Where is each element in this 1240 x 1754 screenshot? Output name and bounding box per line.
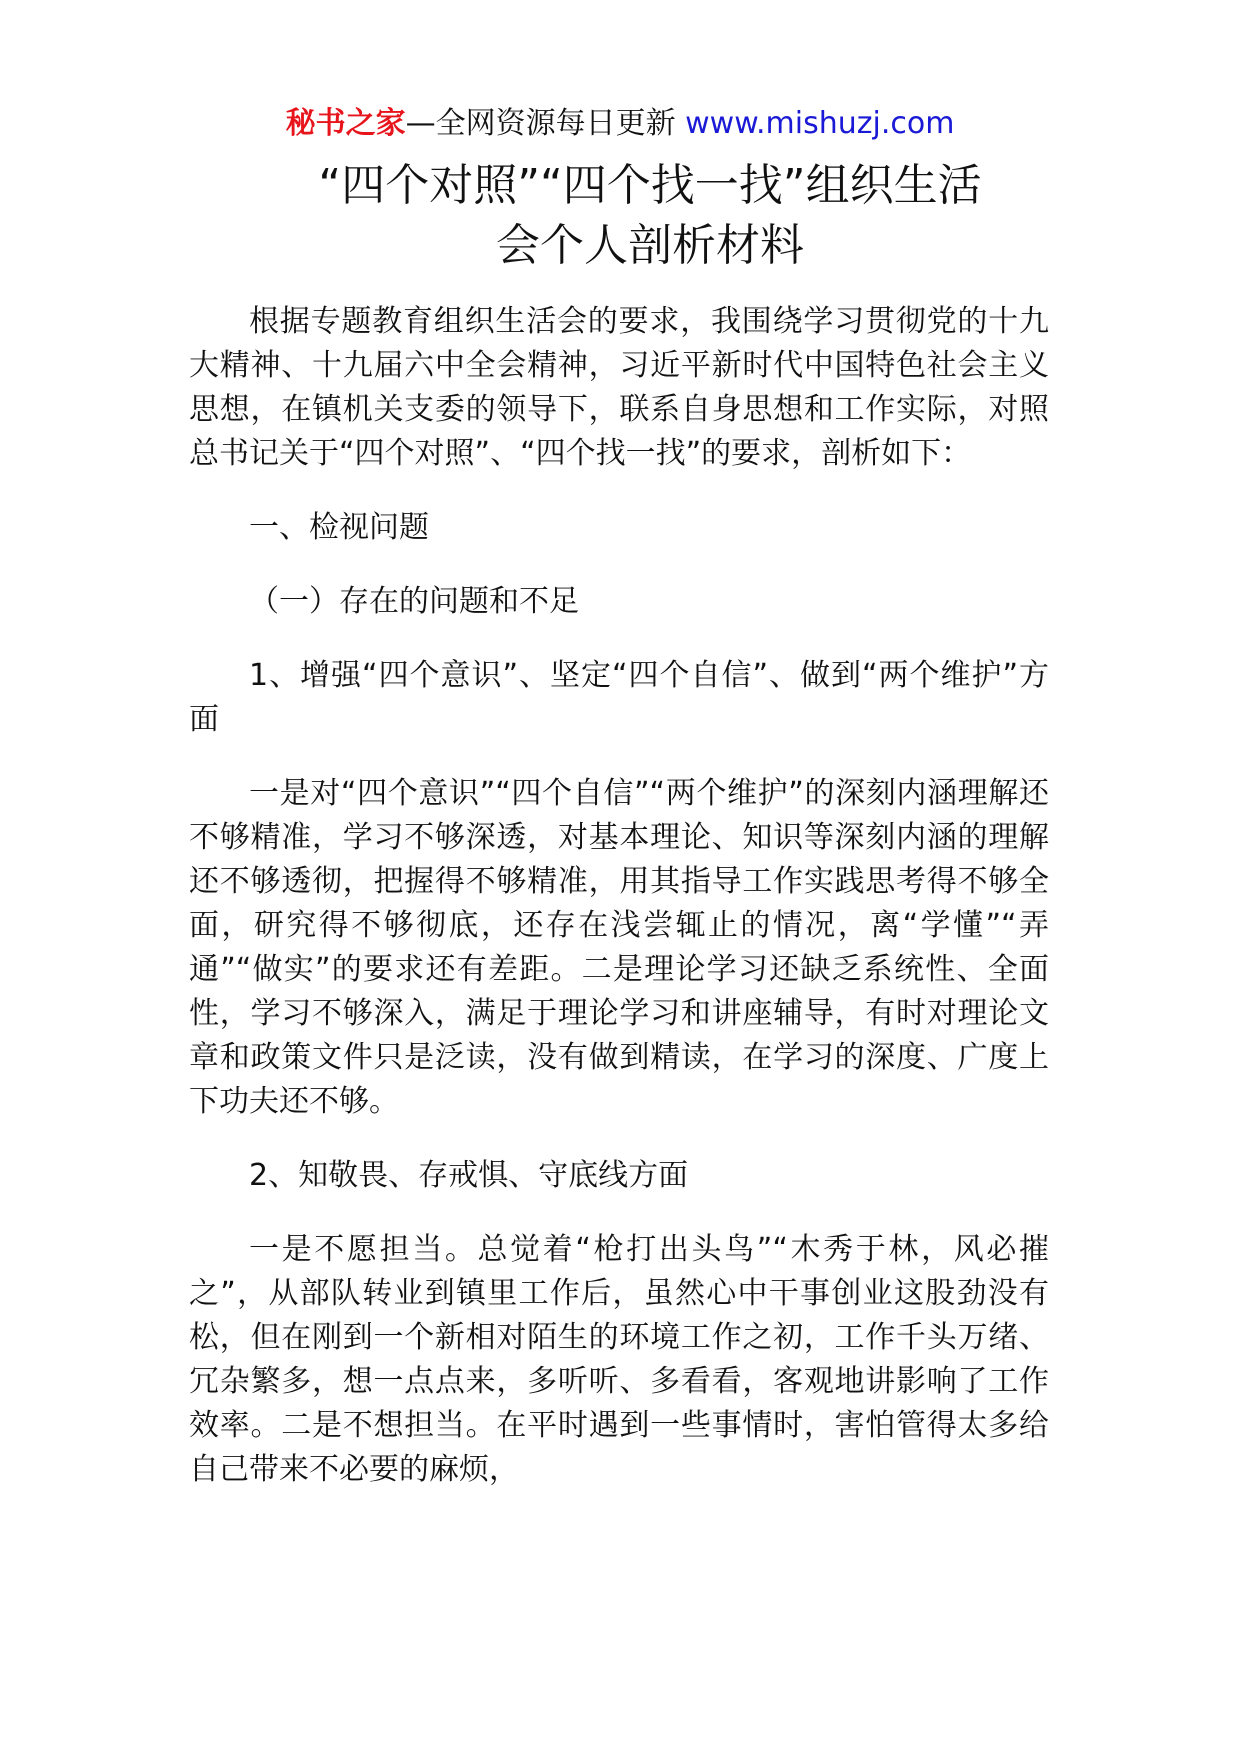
document-title: [240, 156, 1060, 276]
intro-paragraph: 根据专题教育组织生活会的要求，我围绕学习贯彻党的十九大精神、十九届六中全会精神，习近平新时代中国特色社会主义思想，在镇机关支委的领导下，联系自身思想和工作实际，对照总书记关于“四个对照”、“四个找一找”的要求，剖析如下：: [189, 304, 1049, 471]
section-heading: 一、检视问题: [249, 510, 429, 545]
subsection-heading: （一）存在的问题和不足: [249, 584, 579, 619]
body-paragraph-2: 一是不愿担当。总觉着“枪打出头鸟”“木秀于林，风必摧之”，从部队转业到镇里工作后，虽然心中干事创业这股劲没有松，但在刚到一个新相对陌生的环境工作之初，工作千头万绪、冗杂繁多，想一点点来，多听听、多看看，客观地讲影响了工作效率。二是不想担当。在平时遇到一些事情时，害怕管得太多给自己带来不必要的麻烦，: [189, 1232, 1049, 1487]
site-url-link[interactable]: www.mishuzj.com: [685, 106, 955, 141]
item-heading-1: 1、增强“四个意识”、坚定“四个自信”、做到“两个维护”方面: [189, 658, 1049, 737]
title-line-1: “四个对照”“四个找一找”组织生活: [318, 160, 982, 211]
header-tagline: —全网资源每日更新: [405, 106, 686, 141]
body-paragraph-1: 一是对“四个意识”“四个自信”“两个维护”的深刻内涵理解还不够精准，学习不够深透，对基本理论、知识等深刻内涵的理解还不够透彻，把握得不够精准，用其指导工作实践思考得不够全面，研究得不够彻底，还存在浅尝辄止的情况，离“学懂”“弄通”“做实”的要求还有差距。二是理论学习还缺乏系统性、全面性，学习不够深入，满足于理论学习和讲座辅导，有时对理论文章和政策文件只是泛读，没有做到精读，在学习的深度、广度上下功夫还不够。: [189, 776, 1049, 1119]
document-body: [189, 300, 1049, 1522]
title-line-2: 会个人剖析材料: [496, 220, 804, 271]
site-header: [0, 100, 1240, 148]
item-heading-2: 2、知敬畏、存戒惧、守底线方面: [249, 1158, 689, 1193]
brand-name: 秘书之家: [285, 106, 406, 141]
